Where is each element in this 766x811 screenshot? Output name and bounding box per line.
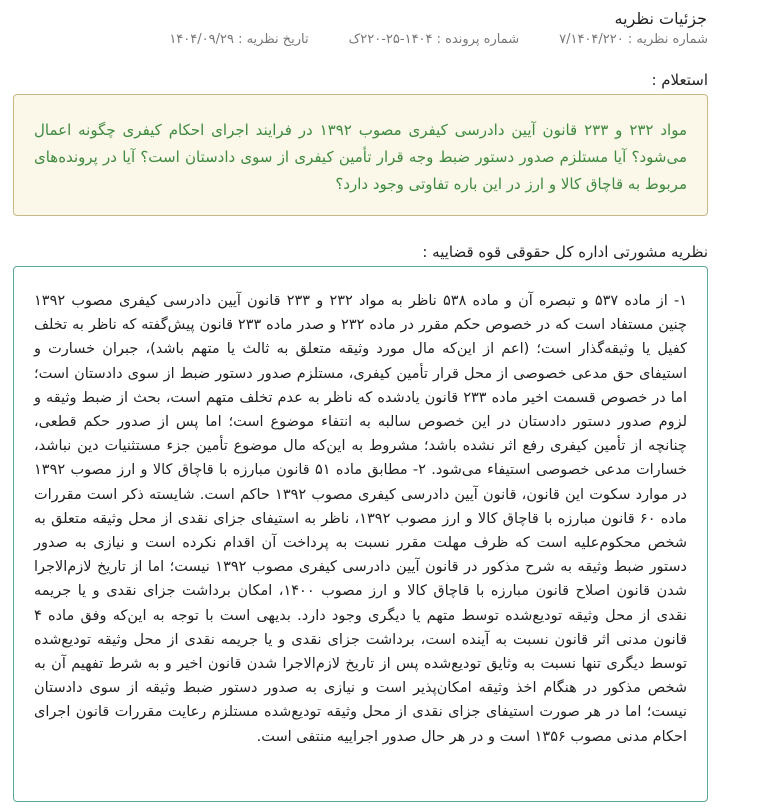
page-title: جزئیات نظریه (614, 9, 707, 28)
opinion-meta (169, 32, 708, 47)
opinion-number: شماره نظریه : ۷/۱۴۰۴/۲۲۰ (559, 32, 708, 47)
inquiry-box (13, 94, 708, 216)
file-number: شماره پرونده : ۱۴۰۴-۲۵-۲۲۰ک (348, 32, 520, 47)
inquiry-text: مواد ۲۳۲ و ۲۳۳ قانون آیین دادرسی کیفری مصوب ۱۳۹۲ در فرایند اجرای احکام کیفری چگونه اعمال می‌شود؟ آیا مستلزم صدور دستور ضبط وجه قرار تأمین کیفری از سوی دادستان است؟ آیا در پرونده‌های مربوط به قاچاق کالا و ارز در این باره تفاوتی وجود دارد؟ (34, 121, 688, 193)
opinion-heading: نظریه مشورتی اداره کل حقوقی قوه قضاییه : (422, 243, 708, 261)
opinion-date: تاریخ نظریه : ۱۴۰۴/۰۹/۲۹ (169, 32, 309, 47)
opinion-text: ۱- از ماده ۵۳۷ و تبصره آن و ماده ۵۳۸ ناظر به مواد ۲۳۲ و ۲۳۳ قانون آیین دادرسی کیفری مصوب ۱۳۹۲ چنین مستفاد است که در خصوص حکم مقرر در ماده ۲۳۲ و صدر ماده ۲۳۳ قانون پیش‌گفته که ناظر به تخلف کفیل یا وثیقه‌گذار است؛ (اعم از این‌که مال مورد وثیقه متعلق به ثالث یا متهم باشد)، جبران خسارت و استیفای حق مدعی خصوصی از محل قرار تأمین کیفری، مستلزم صدور دستور ضبط از سوی دادستان است؛ اما در خصوص قسمت اخیر ماده ۲۳۳ قانون یادشده که ناظر به عدم تخلف متهم است، بحث از ضبط وثیقه و لزوم صدور دستور دادستان در این خصوص سالبه به انتفاء موضوع است؛ اما پس از صدور حکم قطعی، چنانچه از تأمین کیفری رفع اثر نشده باشد؛ مشروط به این‌که مال موضوع تأمین جزء مستثنیات دین نباشد، خسارات مدعی خصوصی استیفاء می‌شود. ۲- مطابق ماده ۵۱ قانون مبارزه با قاچاق کالا و ارز مصوب ۱۳۹۲ در موارد سکوت این قانون، قانون آیین دادرسی کیفری مصوب ۱۳۹۲ حاکم است. شایسته ذکر است مقررات ماده ۶۰ قانون مبارزه با قاچاق کالا و ارز مصوب ۱۳۹۲، ناظر به استیفای جزای نقدی از محل وثیقه متعلق به شخص محکوم‌علیه است که ظرف مهلت مقرر نسبت به پرداخت آن اقدام نکرده است و نیازی به صدور دستور ضبط وثیقه به شرح مذکور در قانون آیین دادرسی کیفری مصوب ۱۳۹۲ نیست؛ اما از تاریخ لازم‌الاجرا شدن قانون اصلاح قانون مبارزه با قاچاق کالا و ارز مصوب ۱۴۰۰، امکان برداشت جزای نقدی و یا جریمه نقدی از محل وثیقه تودیع‌شده توسط متهم یا دیگری وجود دارد. بدیهی است با توجه به این‌که وفق ماده ۴ قانون مدنی اثر قانون نسبت به آینده است، برداشت جزای نقدی و یا جریمه نقدی از محل وثیقه تودیع‌شده توسط دیگری تنها نسبت به وثایق تودیع‌شده پس از تاریخ لازم‌الاجرا شدن قانون اخیر و به شرط تفهیم آن به شخص مذکور در هنگام اخذ وثیقه امکان‌پذیر است و نیازی به صدور دستور ضبط وثیقه از سوی دادستان نیست؛ اما در هر صورت استیفای جزای نقدی از محل وثیقه تودیع‌شده مستلزم رعایت مقررات قانون اجرای احکام مدنی مصوب ۱۳۵۶ است و در هر حال صدور اجراییه منتفی است. (34, 293, 687, 745)
opinion-box (13, 266, 708, 802)
inquiry-heading: استعلام : (651, 71, 708, 89)
